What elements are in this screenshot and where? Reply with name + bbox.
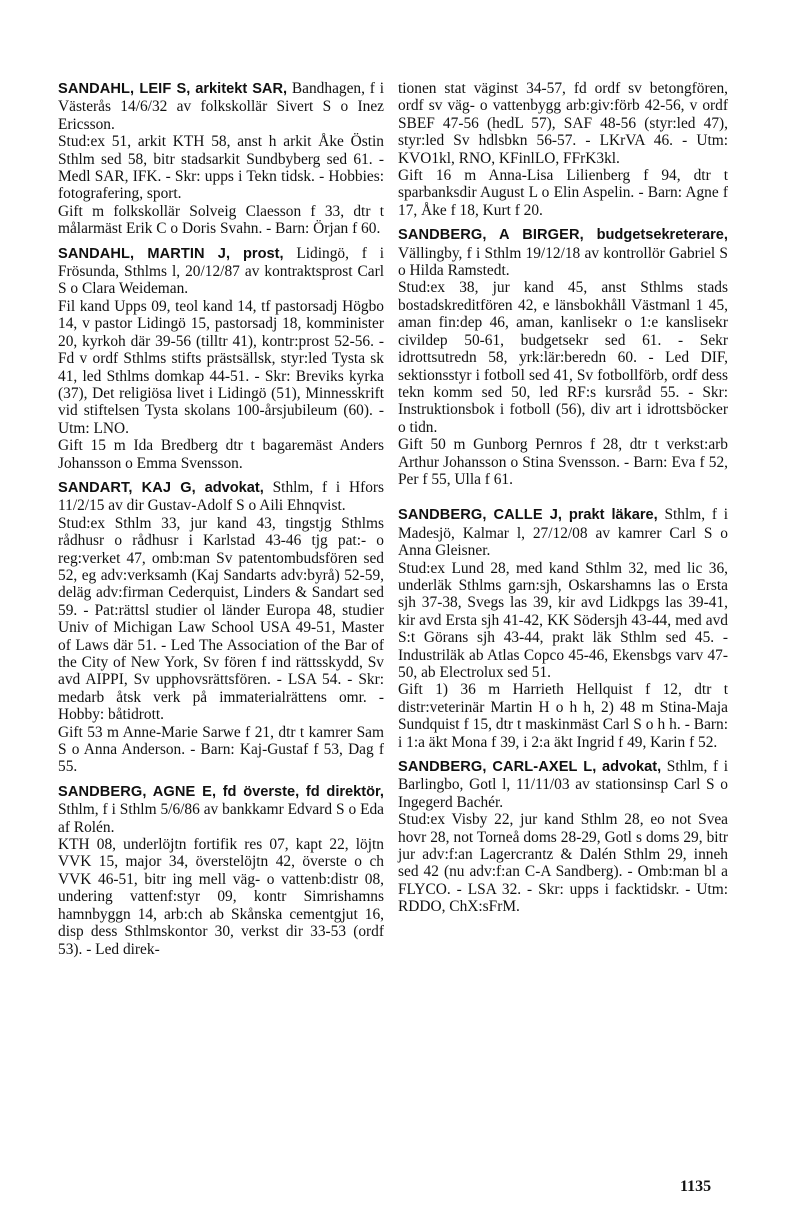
- entry-paragraph: KTH 08, underlöjtn fortifik res 07, kapt 22, löjtn VVK 15, major 34, överstelöjtn 42, överste o ch VVK 46-51, bitr ing mell väg- o vattenb:distr 08, undering vattenf:styr 09, kontr Simrishamns hamnbyggn 14, arb:ch ab Skånska cementgjut 16, disp dess Sthlmskontor 30, verkst dir 33-53 (ordf 53). - Led direk-: [58, 836, 384, 958]
- entry-header: Bandhagen, f i Västerås 14/6/32 av folkskollär Sivert S o Inez Ericsson.: [58, 80, 384, 133]
- left-column: [58, 80, 384, 965]
- entry-sandart-kaj: [58, 479, 384, 776]
- entry-sandahl-leif: [58, 80, 384, 238]
- entry-paragraph: Gift 53 m Anne-Marie Sarwe f 21, dtr t kamrer Sam S o Anna Anderson. - Barn: Kaj-Gustaf f 53, Dag f 55.: [58, 723, 384, 776]
- entry-title: arkitekt SAR,: [195, 81, 288, 97]
- entry-sandberg-agne-continued: [398, 80, 728, 219]
- entry-paragraph: Gift 1) 36 m Harrieth Hellquist f 12, dtr t distr:veterinär Martin H o h h, 2) 48 m Stina-Maja Sundquist f 15, dtr t maskinmäst Carl S o h h. - Barn: i 1:a äkt Mona f 39, i 2:a äkt Ingrid f 49, Karin f 52.: [398, 681, 728, 751]
- entry-name: SANDAHL, MARTIN J,: [58, 245, 231, 262]
- entry-title: prakt läkare,: [568, 507, 658, 524]
- entry-paragraph: Stud:ex Lund 28, med kand Sthlm 32, med lic 36, underläk Sthlms garn:sjh, Oskarshamns las o Ersta sjh 37-38, Svegs las 39, kir avd Lidkpgs las 39-41, kir avd Ersta sjh 41-42, KK Södersjh 43-44, med avd S:t Görans sjh 43-44, prakt läk Sthlm sed 45. - Industriläk ab Atlas Copco 45-46, Ekensbgs varv 47-50, ab Electrolux sed 51.: [398, 559, 728, 681]
- entry-paragraph: Gift 15 m Ida Bredberg dtr t bagaremäst Anders Johansson o Emma Svensson.: [58, 437, 384, 472]
- entry-header: Sthlm, f i Barlingbo, Gotl l, 11/11/03 av stationsinsp Carl S o Ingegerd Bachér.: [398, 758, 728, 811]
- entry-paragraph: Gift 16 m Anna-Lisa Lilienberg f 94, dtr t sparbanksdir August L o Elin Aspelin. - Barn: Agne f 17, Åke f 18, Kurt f 20.: [398, 167, 728, 219]
- entry-name: SANDAHL, LEIF S,: [58, 81, 191, 97]
- entry-paragraph: Stud:ex Visby 22, jur kand Sthlm 28, eo not Svea hovr 28, not Torneå doms 28-29, Gotl s doms 29, bitr jur adv:f:an Lagercrantz & Dalén Sthlm 29, inneh sed 42 (nu adv:f:an C-A Sandberg). - Omb:man bl a FLYCO. - LSA 32. - Skr: upps i facktidskr. - Utm: RDDO, ChX:sFrM.: [398, 811, 728, 916]
- entry-paragraph: Stud:ex 38, jur kand 45, anst Sthlms stads bostadskreditfören 42, e länsbokhåll Västmanl 1 45, aman fin:dep 46, aman, kanlisekr o 1:e kanslisekr civildep 50-61, budgetsekr sed 61. - Sekr idrottsutredn 58, yrk:lär:beredn 60. - Led DIF, sektionsstyr i fotboll sed 41, Sv fotbollförb, ordf dess tekn komm sed 50, led RF:s kursråd 55. - Skr: Instruktionsbok i fotboll (56), div art i idrottsböcker o tidn.: [398, 279, 728, 436]
- entry-sandberg-calle: [398, 506, 728, 751]
- entry-header: Sthlm, f i Madesjö, Kalmar l, 27/12/08 av kamrer Carl S o Anna Gleisner.: [398, 506, 728, 560]
- entry-sandberg-carl-axel: [398, 758, 728, 916]
- entry-title: prost,: [243, 245, 284, 262]
- entry-header: Sthlm, f i Hfors 11/2/15 av dir Gustav-Adolf S o Aili Ehnqvist.: [58, 478, 385, 515]
- entry-header: Sthlm, f i Sthlm 5/6/86 av bankkamr Edvard S o Eda af Rolén.: [58, 801, 384, 836]
- entry-title: advokat,: [601, 759, 662, 776]
- entry-header: Lidingö, f i Frösunda, Sthlms l, 20/12/87 av kontraktsprost Carl S o Clara Weideman.: [58, 244, 384, 298]
- entry-sandberg-agne: [58, 783, 384, 958]
- entry-name: SANDBERG, CARL-AXEL L,: [398, 759, 597, 776]
- entry-paragraph: Stud:ex Sthlm 33, jur kand 43, tingstjg Sthlms rådhusr o rådhusr i Karlstad 43-46 tjg pat:- o reg:verket 47, omb:man Sv patentombudsfören sed 52, eg adv:verksamh (Kaj Sandarts adv:byrå) 52-59, deläg adv:firman Cederquist, Linders & Sandart sed 59. - Pat:rättsl studier ol länder Europa 48, studier Univ of Michigan Law School USA 49-51, Master of Laws där 51. - Led The Association of the Bar of the City of New York, Sv fören f ind rättsskydd, Sv avd AIPPI, Sv upphovsrättsfören. - LSA 54. - Skr: medarb åtsk verk på immaterialrättens omr. - Hobby: båtidrott.: [58, 514, 384, 724]
- entry-name: SANDBERG, AGNE E,: [58, 783, 217, 800]
- entry-paragraph: Gift m folkskollär Solveig Claesson f 33, dtr t målarmäst Erik C o Doris Svahn. - Barn: Örjan f 60.: [58, 202, 384, 238]
- page-number: 1135: [680, 1178, 712, 1195]
- entry-header: Vällingby, f i Sthlm 19/12/18 av kontrollör Gabriel S o Hilda Ramstedt.: [398, 244, 728, 280]
- entry-title: budgetsekreterare,: [596, 227, 728, 244]
- entry-sandahl-martin: [58, 245, 384, 472]
- entry-paragraph: tionen stat väginst 34-57, fd ordf sv betongfören, ordf sv väg- o vattenbygg arb:giv:förb 42-56, v ordf SBEF 47-56 (hedL 57), SAF 48-56 (styr:led 47), styr:led Sv hdlsbkn 56-57. - LKrVA 46. - Utm: KVO1kl, RNO, KFinlLO, FFrK3kl.: [398, 80, 728, 167]
- entry-title: advokat,: [204, 479, 264, 496]
- entry-paragraph: Gift 50 m Gunborg Pernros f 28, dtr t verkst:arb Arthur Johansson o Stina Svensson. - Barn: Eva f 52, Per f 55, Ulla f 61.: [398, 436, 728, 488]
- entry-title: fd överste, fd direktör,: [222, 783, 384, 800]
- entry-name: SANDBERG, A BIRGER,: [398, 227, 584, 244]
- right-column: [398, 80, 728, 923]
- entry-sandberg-birger: [398, 226, 728, 488]
- entry-paragraph: Stud:ex 51, arkit KTH 58, anst h arkit Åke Östin Sthlm sed 58, bitr stadsarkit Sundbyberg sed 61. - Medl SAR, IFK. - Skr: upps i Tekn tidsk. - Hobbies: fotografering, sport.: [58, 133, 384, 203]
- entry-paragraph: Fil kand Upps 09, teol kand 14, tf pastorsadj Högbo 14, v pastor Lidingö 15, pastorsadj 18, komminister 20, kyrkoh där 39-56 (tilltr 41), kontr:prost 52-56. - Fd v ordf Sthlms stifts prästsällsk, styr:led Tysta sk 41, led Sthlms domkap 44-51. - Skr: Breviks kyrka (37), Det religiösa livet i Lidingö (51), Minnesskrift vid stiftelsen Tysta skolans 100-årsjubileum (60). - Utm: LNO.: [58, 297, 384, 437]
- entry-name: SANDBERG, CALLE J,: [398, 507, 563, 524]
- entry-name: SANDART, KAJ G,: [58, 479, 196, 496]
